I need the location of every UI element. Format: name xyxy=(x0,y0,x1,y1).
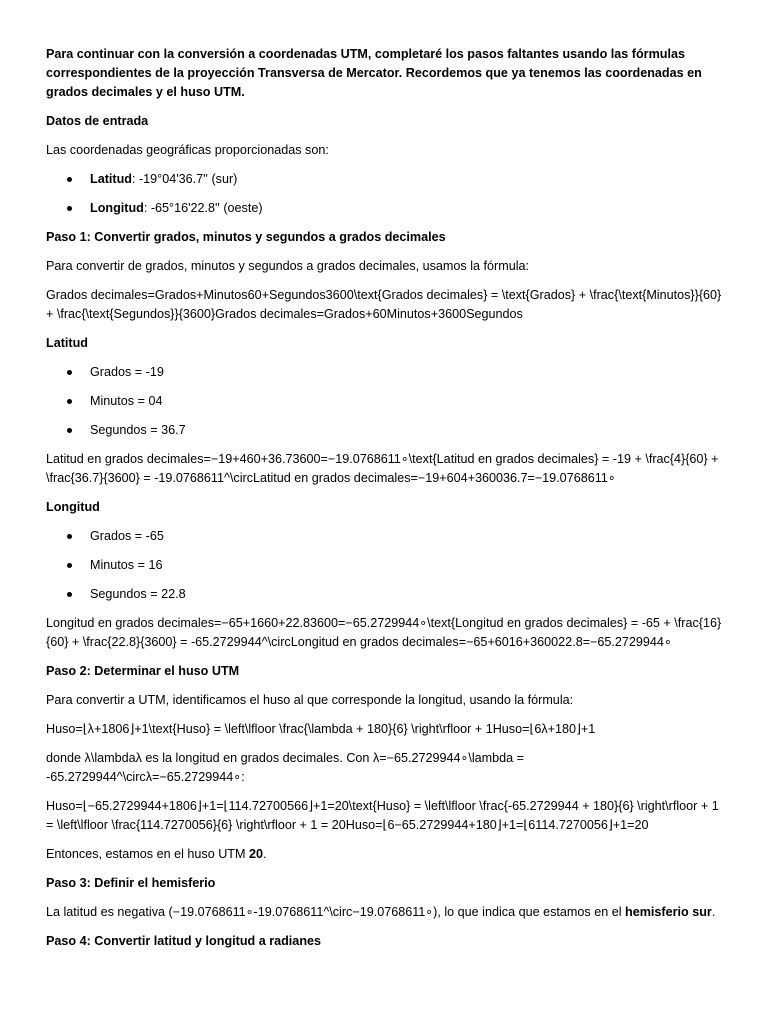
huso-result-text: Entonces, estamos en el huso UTM xyxy=(46,847,249,861)
longitud-list xyxy=(46,527,722,604)
latitud-label: Latitud xyxy=(90,172,132,186)
datos-text: Las coordenadas geográficas proporcionadas son: xyxy=(46,143,329,157)
paso1-heading: Paso 1: Convertir grados, minutos y segundos a grados decimales xyxy=(46,230,446,244)
latitud-heading: Latitud xyxy=(46,336,88,350)
longitud-formula: Longitud en grados decimales=−65+1660+22.83600=−65.2729944∘\text{Longitud en grados decimales} = -65 + \frac{16}{60} + \frac{22.8}{3600} = -65.2729944^\circLongitud en grados decimales=−65+6016+360022.8=−65.2729944∘ xyxy=(46,616,722,649)
longitud-label: Longitud xyxy=(90,201,144,215)
latitud-value: : -19°04'36.7'' (sur) xyxy=(131,172,238,186)
latitud-formula: Latitud en grados decimales=−19+460+36.73600=−19.0768611∘\text{Latitud en grados decimales} = -19 + \frac{4}{60} + \frac{36.7}{3600} = -19.0768611^\circLatitud en grados decimales=−19+604+360036.7=−19.0768611∘ xyxy=(46,452,719,485)
paso3-text-pre: La latitud es negativa (−19.0768611∘-19.0768611^\circ−19.0768611∘), lo que indica que estamos en el xyxy=(46,905,626,919)
longitud-value: : -65°16'22.8'' (oeste) xyxy=(143,201,263,215)
paso2-text: Para convertir a UTM, identificamos el huso al que corresponde la longitud, usando la fórmula: xyxy=(46,693,574,707)
intro-paragraph: Para continuar con la conversión a coordenadas UTM, completaré los pasos faltantes usando las fórmulas correspondientes de la proyección Transversa de Mercator. Recordemos que ya tenemos las coordenadas en grados decimales y el huso UTM. xyxy=(46,47,702,99)
huso-result-end: . xyxy=(263,847,267,861)
list-item xyxy=(46,170,722,189)
hemisferio-value: hemisferio sur xyxy=(625,905,712,919)
list-item: Grados = -19 xyxy=(46,363,722,382)
paso3-heading: Paso 3: Definir el hemisferio xyxy=(46,876,216,890)
paso3-text xyxy=(46,903,722,922)
paso1-text: Para convertir de grados, minutos y segundos a grados decimales, usamos la fórmula: xyxy=(46,259,530,273)
list-item: Minutos = 04 xyxy=(46,392,722,411)
latitud-list xyxy=(46,363,722,440)
huso-formula: Huso=⌊λ+1806⌋+1\text{Huso} = \left\lfloor \frac{\lambda + 180}{6} \right\rfloor + 1Huso=⌊6λ+180⌋+1 xyxy=(46,722,596,736)
datos-list xyxy=(46,170,722,218)
list-item: Segundos = 36.7 xyxy=(46,421,722,440)
list-item xyxy=(46,199,722,218)
paso4-heading: Paso 4: Convertir latitud y longitud a radianes xyxy=(46,934,322,948)
huso-result xyxy=(46,845,722,864)
list-item: Minutos = 16 xyxy=(46,556,722,575)
paso1-formula: Grados decimales=Grados+Minutos60+Segundos3600\text{Grados decimales} = \text{Grados} + \frac{\text{Minutos}}{60} + \frac{\text{Segundos}}{3600}Grados decimales=Grados+60Minutos+3600Segundos xyxy=(46,288,722,321)
huso-donde: donde λ\lambdaλ es la longitud en grados decimales. Con λ=−65.2729944∘\lambda = -65.2729944^\circλ=−65.2729944∘: xyxy=(46,751,525,784)
huso-result-value: 20 xyxy=(249,847,264,861)
list-item: Grados = -65 xyxy=(46,527,722,546)
paso3-text-end: . xyxy=(711,905,716,919)
datos-heading: Datos de entrada xyxy=(46,114,149,128)
paso2-heading: Paso 2: Determinar el huso UTM xyxy=(46,664,240,678)
list-item: Segundos = 22.8 xyxy=(46,585,722,604)
huso-calc: Huso=⌊−65.2729944+1806⌋+1=⌊114.72700566⌋+1=20\text{Huso} = \left\lfloor \frac{-65.2729944 + 180}{6} \right\rfloor + 1 = \left\lfloor \frac{114.7270056}{6} \right\rfloor + 1 = 20Huso=⌊6−65.2729944+180⌋+1=⌊6114.7270056⌋+1=20 xyxy=(46,799,719,832)
longitud-heading: Longitud xyxy=(46,500,100,514)
